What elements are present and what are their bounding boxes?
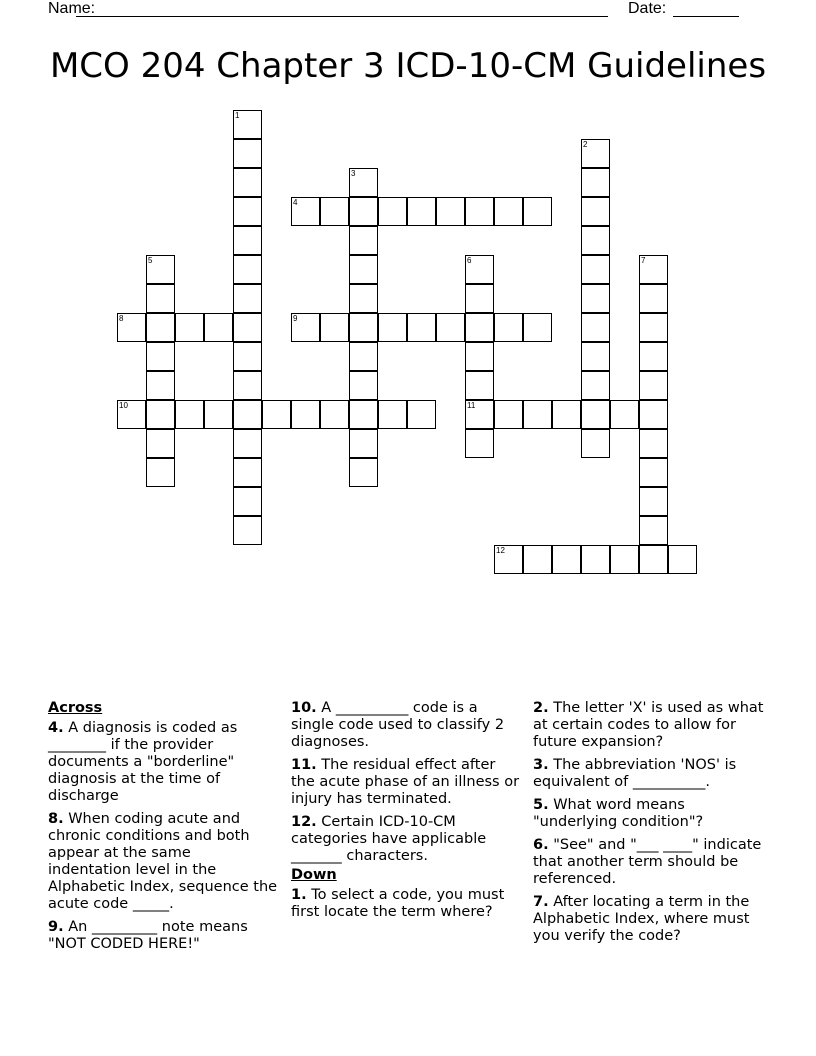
crossword-cell[interactable] (407, 400, 436, 429)
cell-number: 7 (641, 256, 646, 265)
clue-text: The residual effect after the acute phase of an illness or injury has terminated. (291, 757, 520, 807)
clue-down-7 (533, 894, 765, 945)
crossword-cell[interactable] (581, 545, 610, 574)
crossword-cell[interactable] (407, 313, 436, 342)
crossword-cell[interactable] (436, 313, 465, 342)
crossword-cell[interactable] (581, 168, 610, 197)
clues-column-2 (291, 700, 523, 927)
page-title: MCO 204 Chapter 3 ICD-10-CM Guidelines (49, 46, 767, 86)
clue-down-6 (533, 837, 765, 888)
clue-text: A diagnosis is coded as ________ if the provider documents a "borderline" diagnosis at the time of discharge (48, 720, 238, 804)
crossword-cell[interactable] (436, 197, 465, 226)
clue-text: "See" and "___ ____" indicate that another term should be referenced. (533, 837, 762, 887)
clue-number: 9. (48, 919, 64, 935)
cell-number: 10 (119, 401, 128, 410)
crossword-cell[interactable] (610, 400, 639, 429)
cell-number: 4 (293, 198, 298, 207)
crossword-cell[interactable] (233, 429, 262, 458)
crossword-cell[interactable] (639, 429, 668, 458)
crossword-cell[interactable] (465, 371, 494, 400)
clue-text: An _________ note means "NOT CODED HERE!" (48, 919, 248, 952)
crossword-cell[interactable] (233, 516, 262, 545)
crossword-cell[interactable] (146, 400, 175, 429)
crossword-cell[interactable] (552, 400, 581, 429)
clue-across-8 (48, 811, 278, 913)
crossword-cell[interactable] (233, 458, 262, 487)
clue-down-5 (533, 797, 765, 831)
crossword-cell[interactable] (465, 313, 494, 342)
crossword-cell[interactable] (233, 139, 262, 168)
clues-column-1 (48, 700, 278, 959)
crossword-cell[interactable] (320, 197, 349, 226)
cell-number: 8 (119, 314, 124, 323)
crossword-cell[interactable] (581, 371, 610, 400)
crossword-cell[interactable] (349, 284, 378, 313)
cell-number: 6 (467, 256, 472, 265)
crossword-cell[interactable] (233, 284, 262, 313)
clue-number: 5. (533, 797, 549, 813)
crossword-cell[interactable] (349, 371, 378, 400)
date-label: Date: (628, 0, 667, 17)
clue-down-2 (533, 700, 765, 751)
crossword-cell[interactable] (581, 313, 610, 342)
crossword-cell[interactable] (146, 371, 175, 400)
crossword-cell[interactable] (639, 284, 668, 313)
crossword-cell[interactable] (465, 342, 494, 371)
cell-number: 12 (496, 546, 505, 555)
crossword-cell[interactable] (233, 197, 262, 226)
cell-number: 1 (235, 111, 240, 120)
clue-number: 10. (291, 700, 317, 716)
clue-across-4 (48, 720, 278, 805)
crossword-cell[interactable] (552, 545, 581, 574)
cell-number: 11 (467, 401, 476, 410)
crossword-cell[interactable] (320, 400, 349, 429)
crossword-cell[interactable] (639, 516, 668, 545)
crossword-cell[interactable] (639, 342, 668, 371)
crossword-cell[interactable] (146, 284, 175, 313)
clue-number: 2. (533, 700, 549, 716)
crossword-cell[interactable] (233, 255, 262, 284)
crossword-cell[interactable] (581, 342, 610, 371)
crossword-cell[interactable] (233, 487, 262, 516)
crossword-cell[interactable] (378, 313, 407, 342)
clue-text: The abbreviation 'NOS' is equivalent of __________. (533, 757, 737, 790)
clue-number: 6. (533, 837, 549, 853)
crossword-cell[interactable] (233, 400, 262, 429)
crossword-cell[interactable] (378, 400, 407, 429)
crossword-cell[interactable] (639, 313, 668, 342)
crossword-cell[interactable] (668, 545, 697, 574)
crossword-cell[interactable] (233, 168, 262, 197)
crossword-cell[interactable] (581, 429, 610, 458)
cell-number: 2 (583, 140, 588, 149)
crossword-cell[interactable] (610, 545, 639, 574)
crossword-cell[interactable] (581, 255, 610, 284)
crossword-cell[interactable] (233, 371, 262, 400)
cell-number: 5 (148, 256, 153, 265)
clue-text: The letter 'X' is used as what at certain codes to allow for future expansion? (533, 700, 764, 750)
across-heading: Across (48, 700, 103, 716)
clue-text: A __________ code is a single code used to classify 2 diagnoses. (291, 700, 505, 750)
crossword-cell[interactable] (639, 458, 668, 487)
clue-number: 4. (48, 720, 64, 736)
crossword-cell[interactable] (465, 429, 494, 458)
crossword-cell[interactable] (581, 197, 610, 226)
crossword-cell[interactable] (465, 284, 494, 313)
clue-across-9 (48, 919, 278, 953)
clues-column-3 (533, 700, 765, 951)
clue-text: Certain ICD-10-CM categories have applicable _______ characters. (291, 814, 487, 864)
crossword-cell[interactable] (349, 342, 378, 371)
crossword-cell[interactable] (349, 458, 378, 487)
crossword-cell[interactable] (581, 226, 610, 255)
clue-text: What word means "underlying condition"? (533, 797, 704, 830)
crossword-cell[interactable] (349, 226, 378, 255)
clue-number: 1. (291, 887, 307, 903)
clue-down-3 (533, 757, 765, 791)
crossword-cell[interactable] (349, 429, 378, 458)
clue-across-10 (291, 700, 523, 751)
crossword-cell[interactable] (581, 284, 610, 313)
crossword-cell[interactable] (639, 545, 668, 574)
crossword-cell[interactable] (349, 313, 378, 342)
clue-number: 11. (291, 757, 317, 773)
crossword-cell[interactable] (349, 400, 378, 429)
crossword-cell[interactable] (291, 400, 320, 429)
crossword-cell[interactable] (146, 458, 175, 487)
crossword-cell[interactable] (175, 313, 204, 342)
clue-down-1 (291, 887, 523, 921)
crossword-cell[interactable] (204, 313, 233, 342)
clue-text: To select a code, you must first locate the term where? (291, 887, 505, 920)
crossword-cell[interactable] (349, 255, 378, 284)
crossword-cell[interactable] (349, 197, 378, 226)
clue-number: 3. (533, 757, 549, 773)
clue-number: 7. (533, 894, 549, 910)
crossword-cell[interactable] (175, 400, 204, 429)
crossword-cell[interactable] (523, 313, 552, 342)
crossword-cell[interactable] (581, 400, 610, 429)
crossword-cell[interactable] (320, 313, 349, 342)
crossword-cell[interactable] (262, 400, 291, 429)
crossword-cell[interactable] (523, 545, 552, 574)
clue-text: When coding acute and chronic conditions and both appear at the same indentation level in the Alphabetic Index, sequence the acute code _____. (48, 811, 278, 912)
clue-across-12 (291, 814, 523, 865)
crossword-cell[interactable] (146, 313, 175, 342)
clue-across-11 (291, 757, 523, 808)
crossword-cell[interactable] (146, 342, 175, 371)
cell-number: 3 (351, 169, 356, 178)
clue-number: 12. (291, 814, 317, 830)
crossword-cell[interactable] (204, 400, 233, 429)
name-label: Name: (48, 0, 96, 17)
crossword-cell[interactable] (494, 313, 523, 342)
crossword-cell[interactable] (494, 400, 523, 429)
crossword-cell[interactable] (523, 400, 552, 429)
crossword-cell[interactable] (639, 400, 668, 429)
crossword-cell[interactable] (639, 371, 668, 400)
clue-text: After locating a term in the Alphabetic Index, where must you verify the code? (533, 894, 750, 944)
crossword-cell[interactable] (233, 342, 262, 371)
crossword-cell[interactable] (494, 197, 523, 226)
crossword-cell[interactable] (146, 429, 175, 458)
crossword-cell[interactable] (233, 313, 262, 342)
crossword-cell[interactable] (378, 197, 407, 226)
crossword-cell[interactable] (523, 197, 552, 226)
crossword-cell[interactable] (639, 487, 668, 516)
clue-number: 8. (48, 811, 64, 827)
crossword-cell[interactable] (465, 197, 494, 226)
cell-number: 9 (293, 314, 298, 323)
crossword-cell[interactable] (407, 197, 436, 226)
crossword-cell[interactable] (233, 226, 262, 255)
down-heading: Down (291, 867, 337, 883)
